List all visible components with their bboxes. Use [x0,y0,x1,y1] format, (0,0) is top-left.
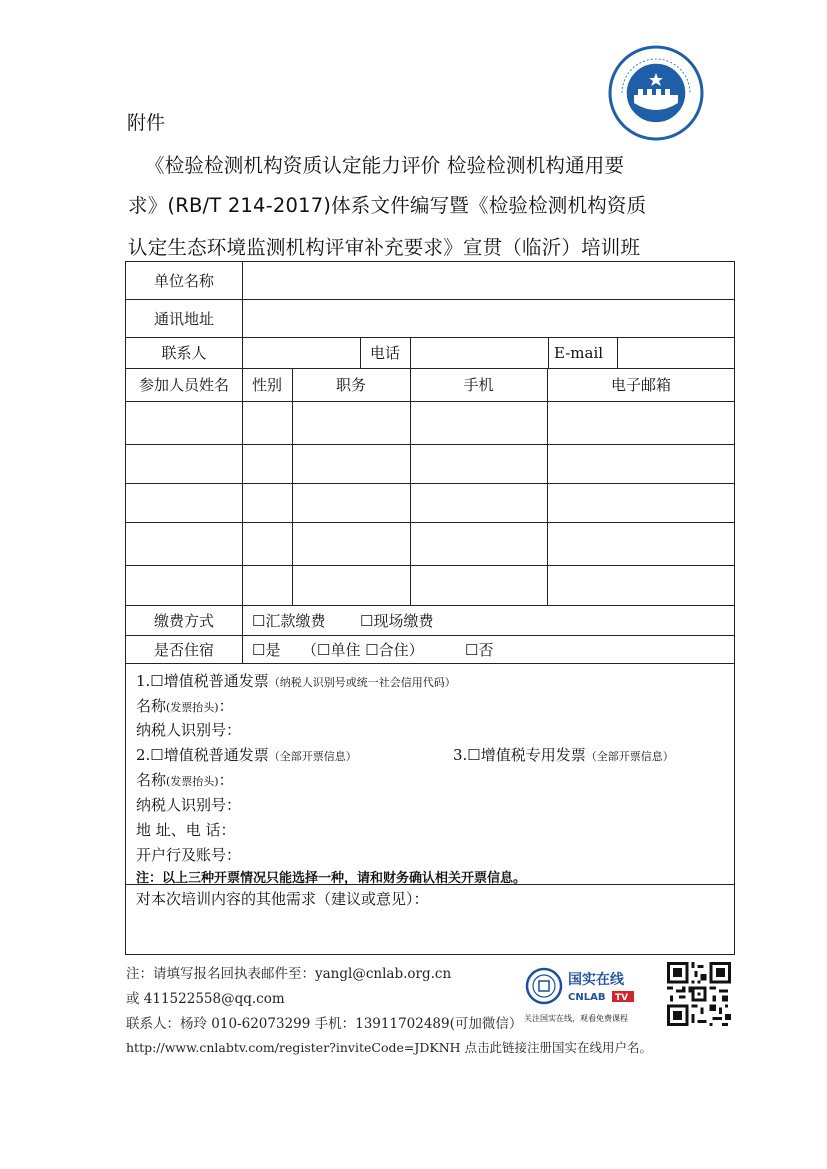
invoice-name2-line [136,769,234,790]
other-needs-field[interactable] [127,912,733,952]
cnlab-logo [524,964,644,1026]
invoice-taxid-label: 纳税人识别号： [136,721,242,739]
lodging-room-options[interactable]: （☐单住 ☐合住） [302,640,424,659]
col-divider [360,337,361,368]
participant-row[interactable] [127,523,733,564]
unit-name-field[interactable] [243,263,733,298]
invoice-name2-colon: ： [218,771,234,789]
contact-label: 联系人 [161,344,207,362]
brand-slogan: 关注国实在线，观看免费课程 [524,1014,628,1023]
row-divider [126,663,734,664]
col-header-mobile: 手机 [463,376,494,394]
brand-en: CNLAB [568,992,606,1003]
invoice-name2-note: (发票抬头) [166,775,219,788]
invoice-option-1-title: 1.☐增值税普通发票 [136,672,269,690]
invoice-name-line [136,695,234,716]
invoice-option-1[interactable] [136,670,456,691]
invoice-option-1-note: （纳税人识别号或统一社会信用代码） [268,676,456,689]
address-label: 通讯地址 [153,309,214,328]
payment-option-onsite[interactable]: ☐现场缴费 [360,611,434,630]
payment-label: 缴费方式 [153,611,214,630]
contact-field[interactable] [243,338,359,367]
invoice-note: 注：以上三种开票情况只能选择一种，请和财务确认相关开票信息。 [136,871,527,886]
lodging-yes-option[interactable]: ☐是 [252,640,281,659]
unit-name-label: 单位名称 [153,272,214,290]
participant-row[interactable] [127,484,733,521]
footer-email-note: 注：请填写报名回执表邮件至：yangl@cnlab.org.cn [126,966,452,982]
footer-alt-email: 或 411522558@qq.com [126,991,285,1007]
address-field[interactable] [243,300,733,336]
invoice-option-2-note: （全部开票信息） [268,750,357,763]
payment-option-transfer[interactable]: ☐汇款缴费 [252,611,326,630]
other-needs-label: 对本次培训内容的其他需求（建议或意见）： [136,890,429,908]
brand-tv: TV [615,993,629,1003]
email-label: E-mail [554,343,604,362]
participant-row[interactable] [127,402,733,443]
invoice-name2-label: 名称 [136,771,167,789]
invoice-option-3-note: （全部开票信息） [585,750,674,763]
invoice-bank-label: 开户行及账号： [136,846,242,864]
title-line-3: 认定生态环境监测机构评审补充要求》宣贯（临沂）培训班 [128,236,641,259]
lodging-no-option[interactable]: ☐否 [465,640,494,659]
invoice-option-3[interactable] [453,744,674,765]
attachment-label: 附件 [127,112,166,134]
participant-row[interactable] [127,445,733,482]
col-header-email: 电子邮箱 [610,376,671,394]
invoice-option-2-title: 2.☐增值税普通发票 [136,746,269,764]
lodging-label: 是否住宿 [153,640,214,659]
institute-logo [608,45,704,141]
col-divider [548,337,549,368]
footer-register-link[interactable]: http://www.cnlabtv.com/register?inviteCode=JDKNH 点击此链接注册国实在线用户名。 [126,1040,653,1055]
col-header-name: 参加人员姓名 [138,376,229,394]
title-line-2: 求》(RB/T 214-2017)体系文件编写暨《检验检测机构资质 [128,194,647,217]
brand-name: 国实在线 [568,972,624,988]
phone-label: 电话 [370,344,401,362]
footer-contact: 联系人：杨玲 010-62073299 手机：13911702489(可加微信） [126,1016,523,1032]
invoice-option-2[interactable] [136,744,357,765]
title-line-1: 《检验检测机构资质认定能力评价 检验检测机构通用要 [145,154,625,177]
qr-code [667,962,731,1026]
email-field[interactable] [618,338,734,367]
invoice-name-label: 名称 [136,697,167,715]
invoice-taxid2-label: 纳税人识别号： [136,796,242,814]
col-header-gender: 性别 [251,376,282,394]
participant-row[interactable] [127,566,733,604]
col-header-position: 职务 [335,376,366,394]
invoice-option-3-title: 3.☐增值税专用发票 [453,746,586,764]
invoice-name-note: (发票抬头) [166,701,219,714]
phone-field[interactable] [411,338,547,367]
invoice-name-colon: ： [218,697,234,715]
registration-form [125,261,735,955]
invoice-address-phone-label: 地 址、电 话： [136,821,236,839]
